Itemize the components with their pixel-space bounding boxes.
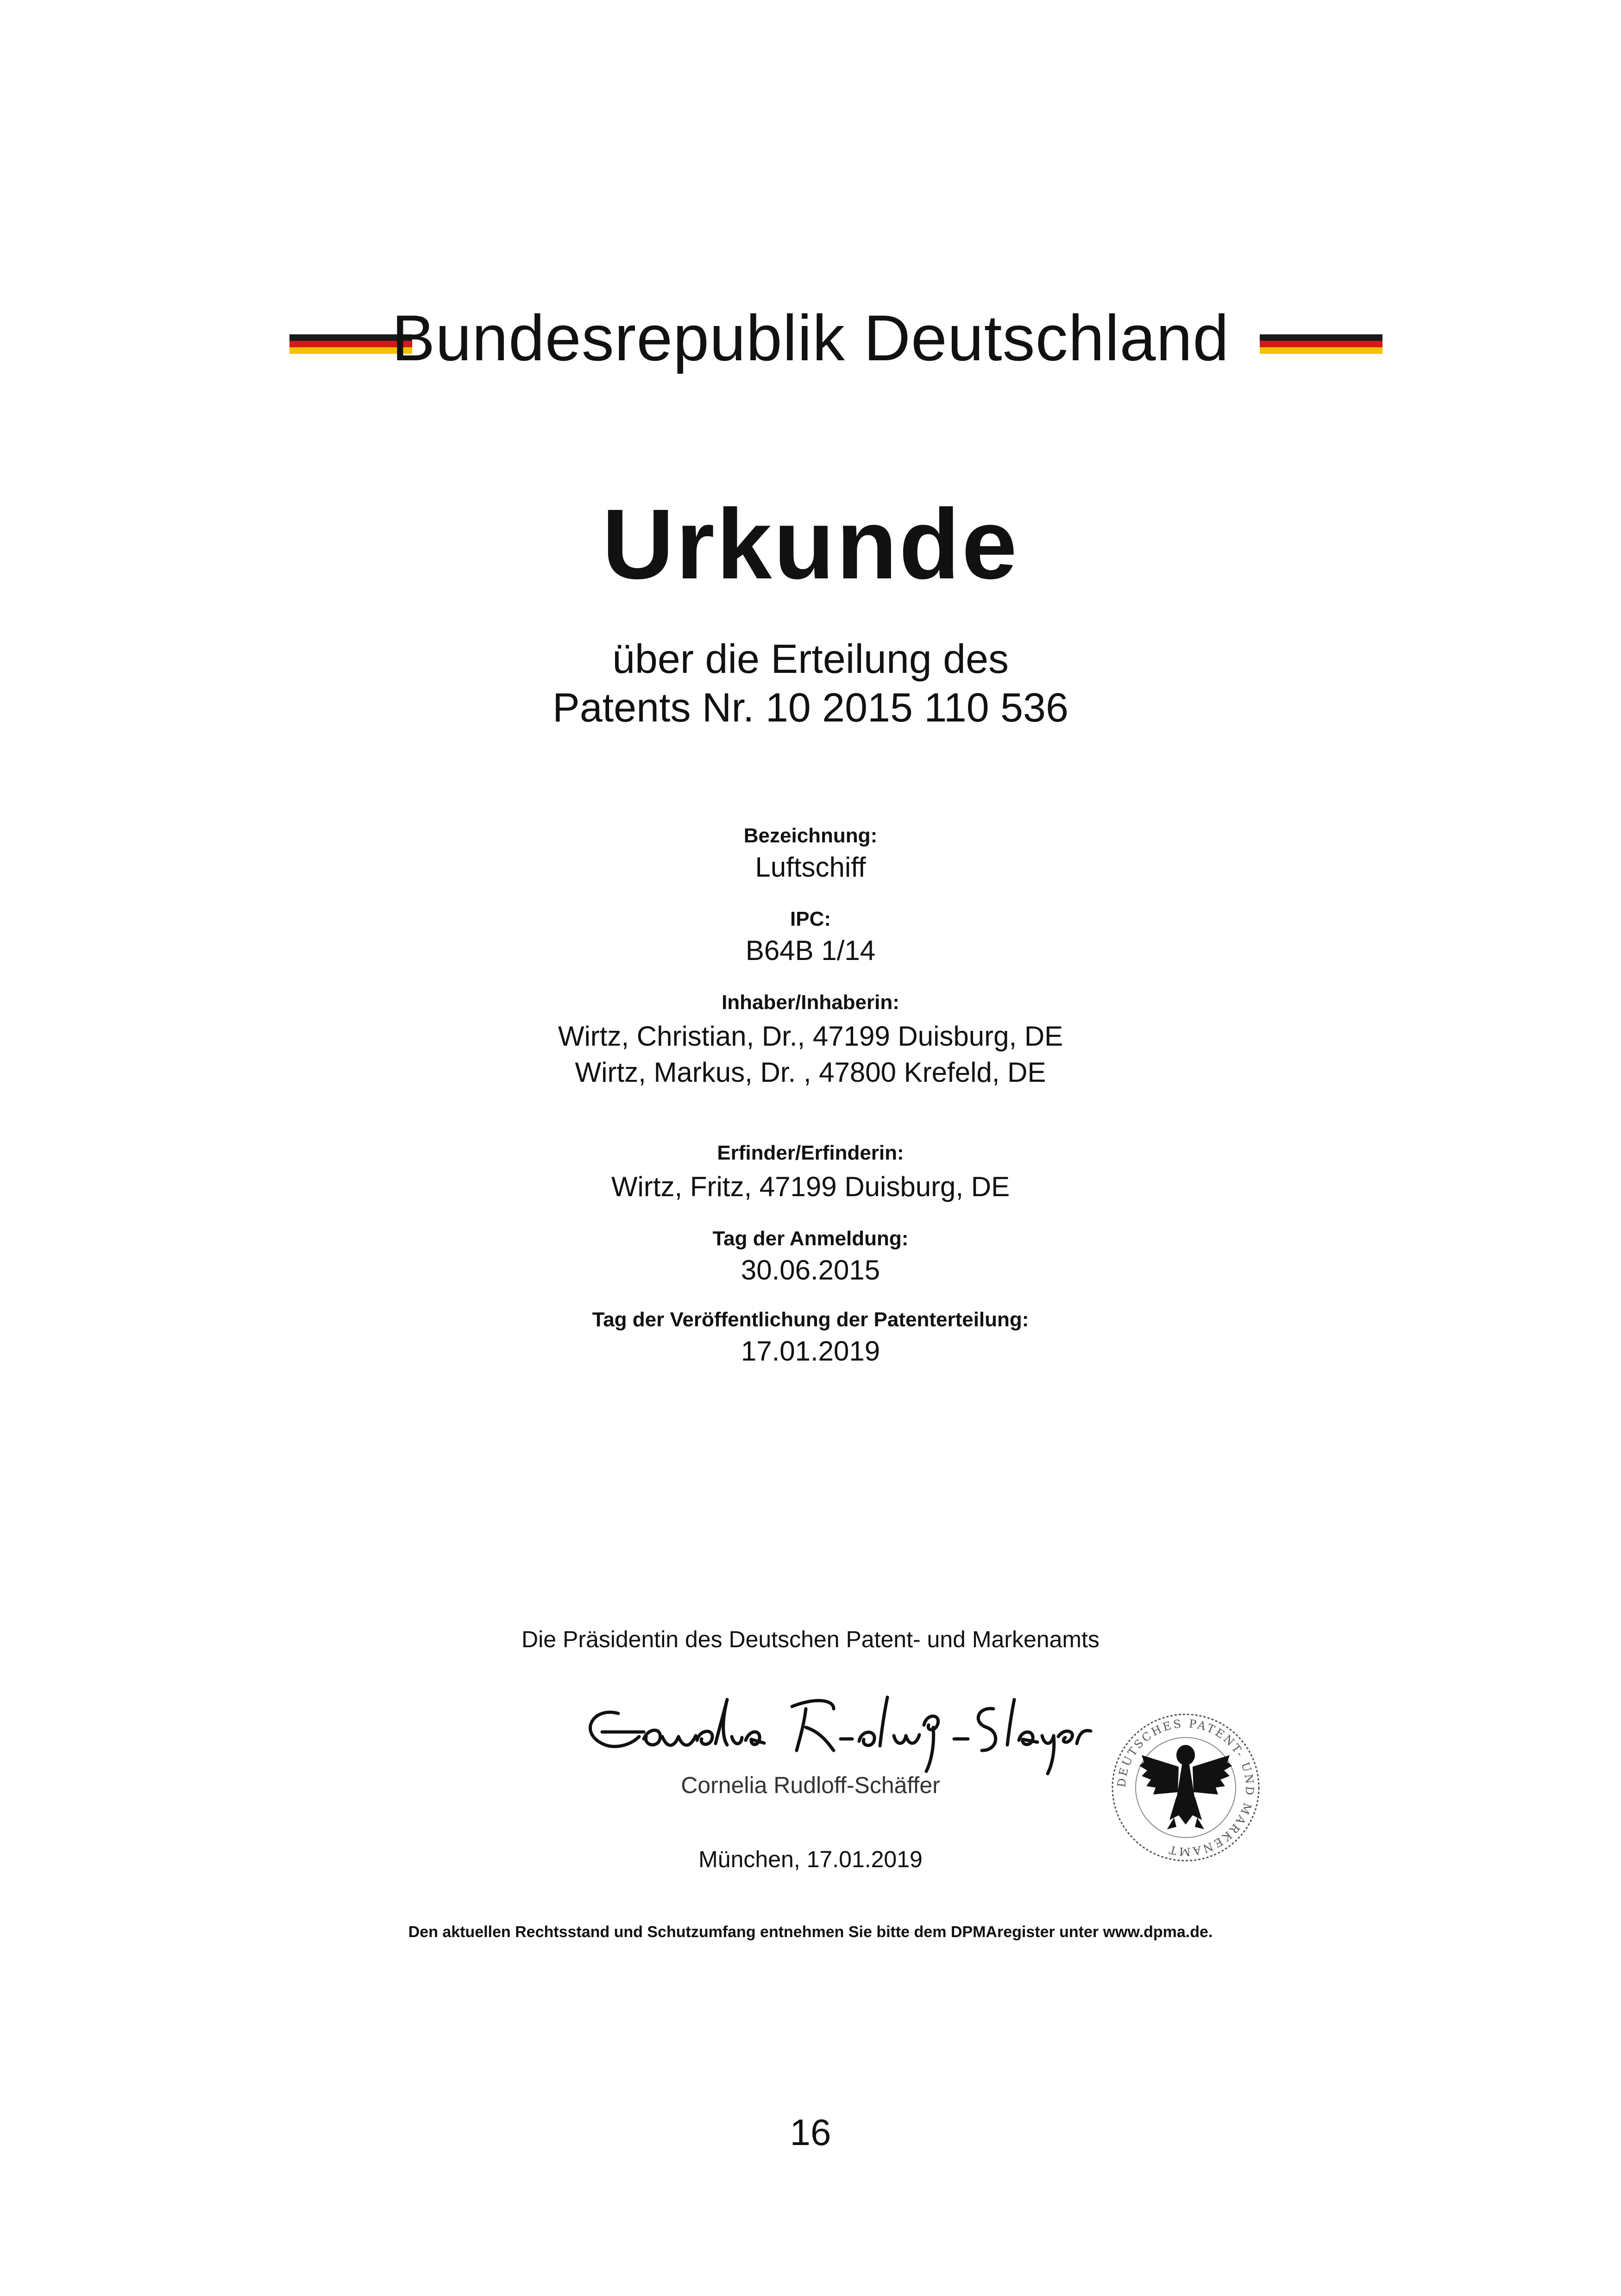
designation-label: Bezeichnung: xyxy=(743,824,878,847)
publication-date-label: Tag der Veröffentlichung der Patenterteilung: xyxy=(592,1308,1029,1331)
holders-label: Inhaber/Inhaberin: xyxy=(722,991,899,1014)
official-seal-icon xyxy=(1109,1711,1262,1864)
designation-value: Luftschiff xyxy=(755,852,866,883)
inventor-value: Wirtz, Fritz, 47199 Duisburg, DE xyxy=(611,1171,1010,1202)
subtitle-line-1: über die Erteilung des xyxy=(612,636,1009,682)
document-subtitle xyxy=(0,634,1621,732)
document-title: Urkunde xyxy=(602,488,1019,600)
place-date: München, 17.01.2019 xyxy=(698,1846,923,1872)
signature-image xyxy=(574,1681,1112,1778)
patent-number: Patents Nr. 10 2015 110 536 xyxy=(553,684,1068,730)
inventor-label: Erfinder/Erfinderin: xyxy=(717,1142,904,1164)
svg-text:DEUTSCHES PATENT- UND MARKENAM: DEUTSCHES PATENT- UND MARKENAMT xyxy=(1115,1717,1257,1858)
ipc-value: B64B 1/14 xyxy=(745,935,876,966)
register-footnote: Den aktuellen Rechtsstand und Schutzumfang entnehmen Sie bitte dem DPMAregister unter www.dpma.de. xyxy=(408,1923,1213,1941)
ipc-label: IPC: xyxy=(790,908,831,930)
president-line: Die Präsidentin des Deutschen Patent- und Markenamts xyxy=(521,1626,1100,1652)
application-date-value: 30.06.2015 xyxy=(741,1255,880,1286)
page-number: 16 xyxy=(790,2112,831,2153)
president-printed-name: Cornelia Rudloff-Schäffer xyxy=(681,1772,940,1798)
application-date-label: Tag der Anmeldung: xyxy=(712,1227,909,1250)
holder-1: Wirtz, Christian, Dr., 47199 Duisburg, DE xyxy=(558,1021,1063,1052)
country-heading: Bundesrepublik Deutschland xyxy=(391,301,1230,374)
holder-2: Wirtz, Markus, Dr. , 47800 Krefeld, DE xyxy=(575,1057,1046,1088)
publication-date-value: 17.01.2019 xyxy=(741,1336,880,1367)
